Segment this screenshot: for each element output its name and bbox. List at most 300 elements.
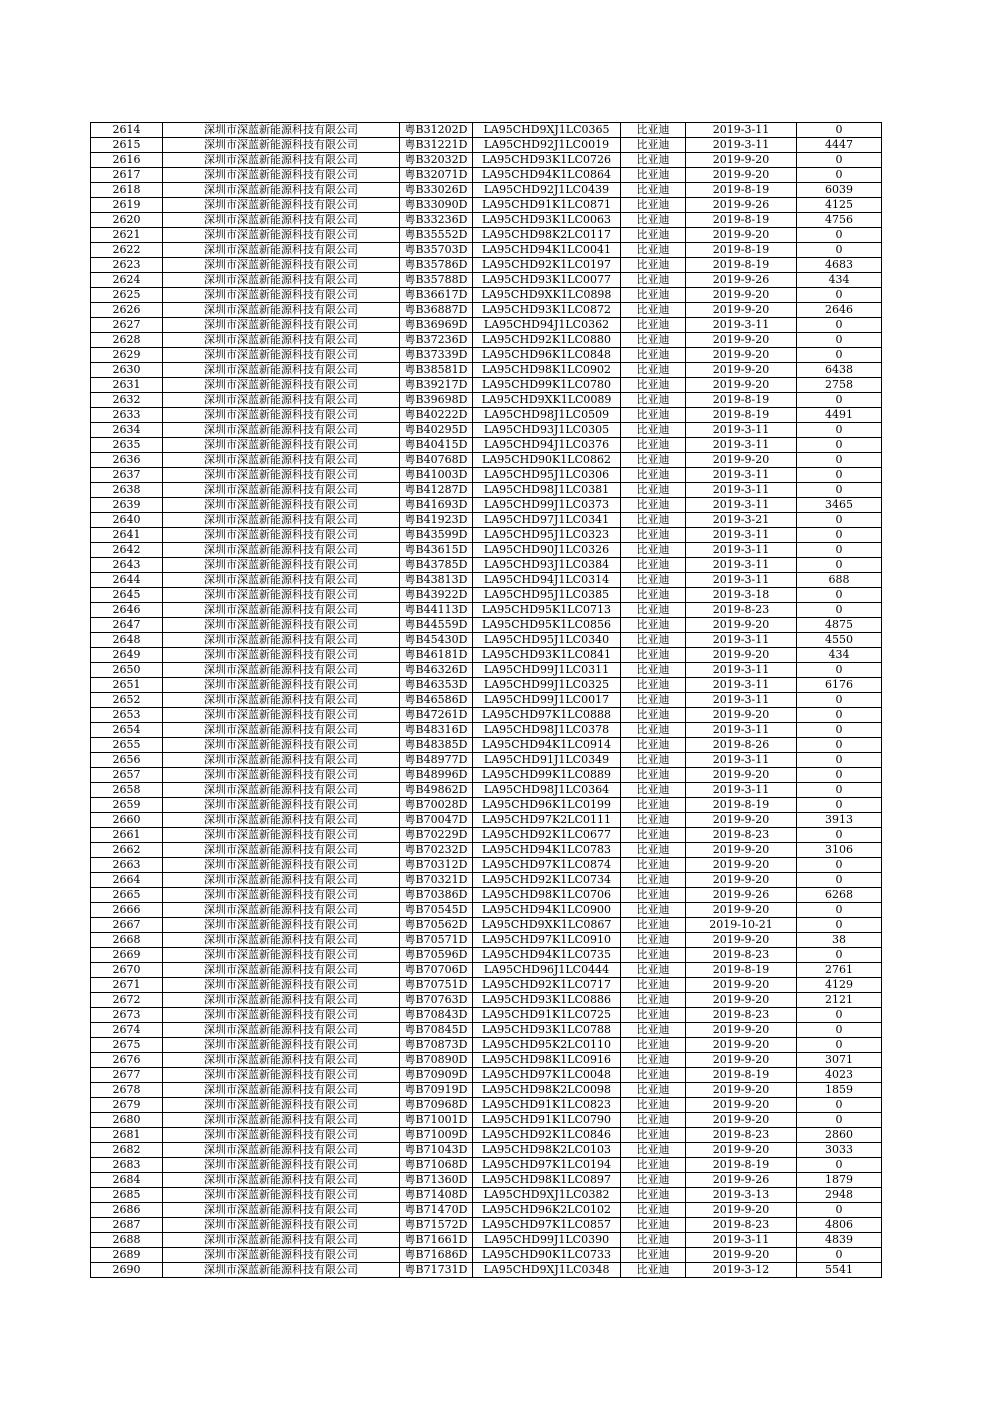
row-index-cell: 2655 bbox=[91, 738, 163, 753]
mileage-cell: 0 bbox=[797, 1203, 882, 1218]
brand-cell: 比亚迪 bbox=[621, 903, 686, 918]
date-cell: 2019-9-20 bbox=[686, 288, 797, 303]
brand-cell: 比亚迪 bbox=[621, 828, 686, 843]
date-cell: 2019-9-20 bbox=[686, 1098, 797, 1113]
brand-cell: 比亚迪 bbox=[621, 528, 686, 543]
table-row bbox=[91, 1053, 882, 1068]
mileage-cell: 6176 bbox=[797, 678, 882, 693]
vin-cell: LA95CHD95J1LC0385 bbox=[473, 588, 621, 603]
mileage-cell: 3033 bbox=[797, 1143, 882, 1158]
plate-cell: 粤B70751D bbox=[400, 978, 473, 993]
row-index-cell: 2631 bbox=[91, 378, 163, 393]
row-index-cell: 2623 bbox=[91, 258, 163, 273]
vin-cell: LA95CHD97K1LC0857 bbox=[473, 1218, 621, 1233]
table-row bbox=[91, 708, 882, 723]
plate-cell: 粤B71043D bbox=[400, 1143, 473, 1158]
mileage-cell: 0 bbox=[797, 1038, 882, 1053]
plate-cell: 粤B71686D bbox=[400, 1248, 473, 1263]
row-index-cell: 2635 bbox=[91, 438, 163, 453]
date-cell: 2019-8-23 bbox=[686, 1218, 797, 1233]
vin-cell: LA95CHD90J1LC0326 bbox=[473, 543, 621, 558]
company-cell: 深圳市深蓝新能源科技有限公司 bbox=[163, 378, 400, 393]
brand-cell: 比亚迪 bbox=[621, 798, 686, 813]
table-row bbox=[91, 378, 882, 393]
date-cell: 2019-3-12 bbox=[686, 1263, 797, 1278]
row-index-cell: 2654 bbox=[91, 723, 163, 738]
table-row bbox=[91, 813, 882, 828]
plate-cell: 粤B70545D bbox=[400, 903, 473, 918]
table-row bbox=[91, 858, 882, 873]
mileage-cell: 0 bbox=[797, 1158, 882, 1173]
brand-cell: 比亚迪 bbox=[621, 1188, 686, 1203]
vin-cell: LA95CHD94K1LC0735 bbox=[473, 948, 621, 963]
brand-cell: 比亚迪 bbox=[621, 978, 686, 993]
row-index-cell: 2639 bbox=[91, 498, 163, 513]
plate-cell: 粤B37236D bbox=[400, 333, 473, 348]
brand-cell: 比亚迪 bbox=[621, 993, 686, 1008]
plate-cell: 粤B39217D bbox=[400, 378, 473, 393]
plate-cell: 粤B31202D bbox=[400, 123, 473, 138]
brand-cell: 比亚迪 bbox=[621, 1218, 686, 1233]
mileage-cell: 0 bbox=[797, 543, 882, 558]
table-row bbox=[91, 273, 882, 288]
date-cell: 2019-9-20 bbox=[686, 858, 797, 873]
date-cell: 2019-8-19 bbox=[686, 798, 797, 813]
table-row bbox=[91, 288, 882, 303]
mileage-cell: 0 bbox=[797, 558, 882, 573]
table-row bbox=[91, 498, 882, 513]
date-cell: 2019-3-11 bbox=[686, 573, 797, 588]
plate-cell: 粤B38581D bbox=[400, 363, 473, 378]
company-cell: 深圳市深蓝新能源科技有限公司 bbox=[163, 558, 400, 573]
date-cell: 2019-3-11 bbox=[686, 483, 797, 498]
vin-cell: LA95CHD90K1LC0862 bbox=[473, 453, 621, 468]
date-cell: 2019-8-19 bbox=[686, 963, 797, 978]
date-cell: 2019-9-20 bbox=[686, 813, 797, 828]
row-index-cell: 2659 bbox=[91, 798, 163, 813]
table-row bbox=[91, 468, 882, 483]
mileage-cell: 434 bbox=[797, 273, 882, 288]
row-index-cell: 2671 bbox=[91, 978, 163, 993]
row-index-cell: 2665 bbox=[91, 888, 163, 903]
date-cell: 2019-3-11 bbox=[686, 693, 797, 708]
plate-cell: 粤B47261D bbox=[400, 708, 473, 723]
date-cell: 2019-3-11 bbox=[686, 138, 797, 153]
brand-cell: 比亚迪 bbox=[621, 273, 686, 288]
mileage-cell: 5541 bbox=[797, 1263, 882, 1278]
company-cell: 深圳市深蓝新能源科技有限公司 bbox=[163, 1083, 400, 1098]
company-cell: 深圳市深蓝新能源科技有限公司 bbox=[163, 1263, 400, 1278]
brand-cell: 比亚迪 bbox=[621, 708, 686, 723]
table-row bbox=[91, 1083, 882, 1098]
date-cell: 2019-9-20 bbox=[686, 1083, 797, 1098]
brand-cell: 比亚迪 bbox=[621, 183, 686, 198]
date-cell: 2019-3-21 bbox=[686, 513, 797, 528]
brand-cell: 比亚迪 bbox=[621, 1113, 686, 1128]
plate-cell: 粤B71001D bbox=[400, 1113, 473, 1128]
mileage-cell: 0 bbox=[797, 753, 882, 768]
vin-cell: LA95CHD99J1LC0017 bbox=[473, 693, 621, 708]
table-row bbox=[91, 1233, 882, 1248]
company-cell: 深圳市深蓝新能源科技有限公司 bbox=[163, 288, 400, 303]
company-cell: 深圳市深蓝新能源科技有限公司 bbox=[163, 1203, 400, 1218]
table-row bbox=[91, 1128, 882, 1143]
plate-cell: 粤B70571D bbox=[400, 933, 473, 948]
row-index-cell: 2664 bbox=[91, 873, 163, 888]
row-index-cell: 2662 bbox=[91, 843, 163, 858]
company-cell: 深圳市深蓝新能源科技有限公司 bbox=[163, 573, 400, 588]
row-index-cell: 2666 bbox=[91, 903, 163, 918]
plate-cell: 粤B70919D bbox=[400, 1083, 473, 1098]
row-index-cell: 2689 bbox=[91, 1248, 163, 1263]
plate-cell: 粤B32071D bbox=[400, 168, 473, 183]
brand-cell: 比亚迪 bbox=[621, 333, 686, 348]
brand-cell: 比亚迪 bbox=[621, 1203, 686, 1218]
plate-cell: 粤B33236D bbox=[400, 213, 473, 228]
table-row bbox=[91, 243, 882, 258]
brand-cell: 比亚迪 bbox=[621, 678, 686, 693]
company-cell: 深圳市深蓝新能源科技有限公司 bbox=[163, 858, 400, 873]
mileage-cell: 4550 bbox=[797, 633, 882, 648]
row-index-cell: 2656 bbox=[91, 753, 163, 768]
table-row bbox=[91, 1218, 882, 1233]
date-cell: 2019-9-26 bbox=[686, 198, 797, 213]
vin-cell: LA95CHD96K1LC0199 bbox=[473, 798, 621, 813]
brand-cell: 比亚迪 bbox=[621, 948, 686, 963]
table-row bbox=[91, 483, 882, 498]
table-body bbox=[91, 123, 882, 1278]
company-cell: 深圳市深蓝新能源科技有限公司 bbox=[163, 738, 400, 753]
row-index-cell: 2669 bbox=[91, 948, 163, 963]
vin-cell: LA95CHD94J1LC0376 bbox=[473, 438, 621, 453]
date-cell: 2019-3-11 bbox=[686, 558, 797, 573]
date-cell: 2019-8-19 bbox=[686, 213, 797, 228]
table-row bbox=[91, 783, 882, 798]
company-cell: 深圳市深蓝新能源科技有限公司 bbox=[163, 918, 400, 933]
mileage-cell: 4806 bbox=[797, 1218, 882, 1233]
mileage-cell: 0 bbox=[797, 858, 882, 873]
mileage-cell: 2646 bbox=[797, 303, 882, 318]
date-cell: 2019-9-20 bbox=[686, 1203, 797, 1218]
company-cell: 深圳市深蓝新能源科技有限公司 bbox=[163, 438, 400, 453]
mileage-cell: 4839 bbox=[797, 1233, 882, 1248]
company-cell: 深圳市深蓝新能源科技有限公司 bbox=[163, 1233, 400, 1248]
table-row bbox=[91, 1188, 882, 1203]
plate-cell: 粤B44113D bbox=[400, 603, 473, 618]
vin-cell: LA95CHD94K1LC0864 bbox=[473, 168, 621, 183]
vin-cell: LA95CHD96K1LC0848 bbox=[473, 348, 621, 363]
mileage-cell: 4447 bbox=[797, 138, 882, 153]
date-cell: 2019-3-11 bbox=[686, 783, 797, 798]
brand-cell: 比亚迪 bbox=[621, 453, 686, 468]
plate-cell: 粤B35552D bbox=[400, 228, 473, 243]
date-cell: 2019-8-23 bbox=[686, 828, 797, 843]
mileage-cell: 0 bbox=[797, 348, 882, 363]
vin-cell: LA95CHD92J1LC0019 bbox=[473, 138, 621, 153]
brand-cell: 比亚迪 bbox=[621, 1053, 686, 1068]
vehicle-records-table bbox=[90, 122, 882, 1278]
vin-cell: LA95CHD92J1LC0439 bbox=[473, 183, 621, 198]
vin-cell: LA95CHD97J1LC0341 bbox=[473, 513, 621, 528]
plate-cell: 粤B31221D bbox=[400, 138, 473, 153]
vin-cell: LA95CHD99K1LC0780 bbox=[473, 378, 621, 393]
plate-cell: 粤B32032D bbox=[400, 153, 473, 168]
row-index-cell: 2644 bbox=[91, 573, 163, 588]
brand-cell: 比亚迪 bbox=[621, 303, 686, 318]
table-row bbox=[91, 798, 882, 813]
company-cell: 深圳市深蓝新能源科技有限公司 bbox=[163, 1248, 400, 1263]
mileage-cell: 3913 bbox=[797, 813, 882, 828]
brand-cell: 比亚迪 bbox=[621, 348, 686, 363]
table-row bbox=[91, 738, 882, 753]
company-cell: 深圳市深蓝新能源科技有限公司 bbox=[163, 693, 400, 708]
brand-cell: 比亚迪 bbox=[621, 753, 686, 768]
plate-cell: 粤B71572D bbox=[400, 1218, 473, 1233]
brand-cell: 比亚迪 bbox=[621, 318, 686, 333]
plate-cell: 粤B46586D bbox=[400, 693, 473, 708]
plate-cell: 粤B70763D bbox=[400, 993, 473, 1008]
brand-cell: 比亚迪 bbox=[621, 633, 686, 648]
brand-cell: 比亚迪 bbox=[621, 1023, 686, 1038]
date-cell: 2019-8-19 bbox=[686, 1158, 797, 1173]
table-row bbox=[91, 1203, 882, 1218]
row-index-cell: 2621 bbox=[91, 228, 163, 243]
mileage-cell: 4023 bbox=[797, 1068, 882, 1083]
row-index-cell: 2641 bbox=[91, 528, 163, 543]
row-index-cell: 2618 bbox=[91, 183, 163, 198]
mileage-cell: 6039 bbox=[797, 183, 882, 198]
plate-cell: 粤B70890D bbox=[400, 1053, 473, 1068]
date-cell: 2019-3-11 bbox=[686, 543, 797, 558]
plate-cell: 粤B49862D bbox=[400, 783, 473, 798]
row-index-cell: 2652 bbox=[91, 693, 163, 708]
date-cell: 2019-8-26 bbox=[686, 738, 797, 753]
date-cell: 2019-9-20 bbox=[686, 168, 797, 183]
company-cell: 深圳市深蓝新能源科技有限公司 bbox=[163, 153, 400, 168]
table-row bbox=[91, 618, 882, 633]
row-index-cell: 2649 bbox=[91, 648, 163, 663]
company-cell: 深圳市深蓝新能源科技有限公司 bbox=[163, 498, 400, 513]
plate-cell: 粤B71731D bbox=[400, 1263, 473, 1278]
plate-cell: 粤B43813D bbox=[400, 573, 473, 588]
company-cell: 深圳市深蓝新能源科技有限公司 bbox=[163, 198, 400, 213]
row-index-cell: 2614 bbox=[91, 123, 163, 138]
date-cell: 2019-9-20 bbox=[686, 768, 797, 783]
vin-cell: LA95CHD98J1LC0509 bbox=[473, 408, 621, 423]
brand-cell: 比亚迪 bbox=[621, 543, 686, 558]
row-index-cell: 2651 bbox=[91, 678, 163, 693]
plate-cell: 粤B44559D bbox=[400, 618, 473, 633]
brand-cell: 比亚迪 bbox=[621, 1128, 686, 1143]
vin-cell: LA95CHD98K2LC0103 bbox=[473, 1143, 621, 1158]
vin-cell: LA95CHD99J1LC0373 bbox=[473, 498, 621, 513]
row-index-cell: 2685 bbox=[91, 1188, 163, 1203]
row-index-cell: 2675 bbox=[91, 1038, 163, 1053]
brand-cell: 比亚迪 bbox=[621, 603, 686, 618]
mileage-cell: 0 bbox=[797, 783, 882, 798]
date-cell: 2019-8-19 bbox=[686, 183, 797, 198]
row-index-cell: 2668 bbox=[91, 933, 163, 948]
date-cell: 2019-3-11 bbox=[686, 438, 797, 453]
plate-cell: 粤B48316D bbox=[400, 723, 473, 738]
vin-cell: LA95CHD91K1LC0725 bbox=[473, 1008, 621, 1023]
company-cell: 深圳市深蓝新能源科技有限公司 bbox=[163, 123, 400, 138]
brand-cell: 比亚迪 bbox=[621, 498, 686, 513]
company-cell: 深圳市深蓝新能源科技有限公司 bbox=[163, 618, 400, 633]
brand-cell: 比亚迪 bbox=[621, 1068, 686, 1083]
date-cell: 2019-8-19 bbox=[686, 258, 797, 273]
row-index-cell: 2624 bbox=[91, 273, 163, 288]
brand-cell: 比亚迪 bbox=[621, 378, 686, 393]
vin-cell: LA95CHD99J1LC0325 bbox=[473, 678, 621, 693]
date-cell: 2019-9-20 bbox=[686, 843, 797, 858]
company-cell: 深圳市深蓝新能源科技有限公司 bbox=[163, 243, 400, 258]
date-cell: 2019-9-20 bbox=[686, 708, 797, 723]
plate-cell: 粤B43922D bbox=[400, 588, 473, 603]
mileage-cell: 2860 bbox=[797, 1128, 882, 1143]
row-index-cell: 2682 bbox=[91, 1143, 163, 1158]
row-index-cell: 2642 bbox=[91, 543, 163, 558]
vin-cell: LA95CHD91K1LC0823 bbox=[473, 1098, 621, 1113]
mileage-cell: 2948 bbox=[797, 1188, 882, 1203]
mileage-cell: 0 bbox=[797, 483, 882, 498]
vin-cell: LA95CHD94K1LC0783 bbox=[473, 843, 621, 858]
table-row bbox=[91, 168, 882, 183]
company-cell: 深圳市深蓝新能源科技有限公司 bbox=[163, 1218, 400, 1233]
vin-cell: LA95CHD99K1LC0889 bbox=[473, 768, 621, 783]
company-cell: 深圳市深蓝新能源科技有限公司 bbox=[163, 1098, 400, 1113]
date-cell: 2019-9-20 bbox=[686, 1053, 797, 1068]
row-index-cell: 2688 bbox=[91, 1233, 163, 1248]
plate-cell: 粤B71661D bbox=[400, 1233, 473, 1248]
mileage-cell: 0 bbox=[797, 228, 882, 243]
table-row bbox=[91, 408, 882, 423]
table-row bbox=[91, 663, 882, 678]
brand-cell: 比亚迪 bbox=[621, 513, 686, 528]
company-cell: 深圳市深蓝新能源科技有限公司 bbox=[163, 393, 400, 408]
brand-cell: 比亚迪 bbox=[621, 258, 686, 273]
vin-cell: LA95CHD92K1LC0734 bbox=[473, 873, 621, 888]
mileage-cell: 0 bbox=[797, 1248, 882, 1263]
date-cell: 2019-8-19 bbox=[686, 243, 797, 258]
vin-cell: LA95CHD95K1LC0713 bbox=[473, 603, 621, 618]
vin-cell: LA95CHD93K1LC0063 bbox=[473, 213, 621, 228]
vin-cell: LA95CHD98K2LC0098 bbox=[473, 1083, 621, 1098]
plate-cell: 粤B70596D bbox=[400, 948, 473, 963]
table-row bbox=[91, 1143, 882, 1158]
mileage-cell: 3106 bbox=[797, 843, 882, 858]
mileage-cell: 0 bbox=[797, 708, 882, 723]
row-index-cell: 2678 bbox=[91, 1083, 163, 1098]
date-cell: 2019-8-19 bbox=[686, 1068, 797, 1083]
date-cell: 2019-3-11 bbox=[686, 1233, 797, 1248]
date-cell: 2019-3-11 bbox=[686, 723, 797, 738]
vin-cell: LA95CHD98K1LC0916 bbox=[473, 1053, 621, 1068]
mileage-cell: 0 bbox=[797, 768, 882, 783]
plate-cell: 粤B40222D bbox=[400, 408, 473, 423]
plate-cell: 粤B48996D bbox=[400, 768, 473, 783]
table-row bbox=[91, 528, 882, 543]
brand-cell: 比亚迪 bbox=[621, 1083, 686, 1098]
row-index-cell: 2633 bbox=[91, 408, 163, 423]
table-row bbox=[91, 543, 882, 558]
vin-cell: LA95CHD9XJ1LC0382 bbox=[473, 1188, 621, 1203]
plate-cell: 粤B36887D bbox=[400, 303, 473, 318]
table-row bbox=[91, 1098, 882, 1113]
date-cell: 2019-9-20 bbox=[686, 228, 797, 243]
brand-cell: 比亚迪 bbox=[621, 783, 686, 798]
mileage-cell: 0 bbox=[797, 468, 882, 483]
brand-cell: 比亚迪 bbox=[621, 363, 686, 378]
mileage-cell: 4875 bbox=[797, 618, 882, 633]
date-cell: 2019-9-20 bbox=[686, 363, 797, 378]
date-cell: 2019-9-20 bbox=[686, 1113, 797, 1128]
company-cell: 深圳市深蓝新能源科技有限公司 bbox=[163, 633, 400, 648]
company-cell: 深圳市深蓝新能源科技有限公司 bbox=[163, 813, 400, 828]
date-cell: 2019-9-20 bbox=[686, 978, 797, 993]
vin-cell: LA95CHD90K1LC0733 bbox=[473, 1248, 621, 1263]
company-cell: 深圳市深蓝新能源科技有限公司 bbox=[163, 1008, 400, 1023]
vin-cell: LA95CHD98K1LC0902 bbox=[473, 363, 621, 378]
mileage-cell: 0 bbox=[797, 1023, 882, 1038]
date-cell: 2019-9-20 bbox=[686, 1248, 797, 1263]
vin-cell: LA95CHD91K1LC0790 bbox=[473, 1113, 621, 1128]
plate-cell: 粤B45430D bbox=[400, 633, 473, 648]
vin-cell: LA95CHD98J1LC0364 bbox=[473, 783, 621, 798]
brand-cell: 比亚迪 bbox=[621, 153, 686, 168]
plate-cell: 粤B37339D bbox=[400, 348, 473, 363]
date-cell: 2019-3-11 bbox=[686, 633, 797, 648]
company-cell: 深圳市深蓝新能源科技有限公司 bbox=[163, 1143, 400, 1158]
date-cell: 2019-9-20 bbox=[686, 618, 797, 633]
vin-cell: LA95CHD93K1LC0841 bbox=[473, 648, 621, 663]
plate-cell: 粤B70562D bbox=[400, 918, 473, 933]
vin-cell: LA95CHD98J1LC0378 bbox=[473, 723, 621, 738]
plate-cell: 粤B70845D bbox=[400, 1023, 473, 1038]
vin-cell: LA95CHD99J1LC0390 bbox=[473, 1233, 621, 1248]
row-index-cell: 2636 bbox=[91, 453, 163, 468]
mileage-cell: 0 bbox=[797, 723, 882, 738]
brand-cell: 比亚迪 bbox=[621, 618, 686, 633]
mileage-cell: 6268 bbox=[797, 888, 882, 903]
date-cell: 2019-3-11 bbox=[686, 678, 797, 693]
row-index-cell: 2620 bbox=[91, 213, 163, 228]
plate-cell: 粤B70229D bbox=[400, 828, 473, 843]
company-cell: 深圳市深蓝新能源科技有限公司 bbox=[163, 1023, 400, 1038]
brand-cell: 比亚迪 bbox=[621, 168, 686, 183]
mileage-cell: 0 bbox=[797, 903, 882, 918]
brand-cell: 比亚迪 bbox=[621, 918, 686, 933]
mileage-cell: 0 bbox=[797, 948, 882, 963]
brand-cell: 比亚迪 bbox=[621, 423, 686, 438]
company-cell: 深圳市深蓝新能源科技有限公司 bbox=[163, 183, 400, 198]
row-index-cell: 2629 bbox=[91, 348, 163, 363]
date-cell: 2019-3-11 bbox=[686, 123, 797, 138]
row-index-cell: 2661 bbox=[91, 828, 163, 843]
company-cell: 深圳市深蓝新能源科技有限公司 bbox=[163, 903, 400, 918]
vin-cell: LA95CHD98K1LC0706 bbox=[473, 888, 621, 903]
brand-cell: 比亚迪 bbox=[621, 888, 686, 903]
date-cell: 2019-3-11 bbox=[686, 318, 797, 333]
date-cell: 2019-9-20 bbox=[686, 303, 797, 318]
company-cell: 深圳市深蓝新能源科技有限公司 bbox=[163, 828, 400, 843]
plate-cell: 粤B71408D bbox=[400, 1188, 473, 1203]
company-cell: 深圳市深蓝新能源科技有限公司 bbox=[163, 138, 400, 153]
table-row bbox=[91, 333, 882, 348]
table-row bbox=[91, 1113, 882, 1128]
row-index-cell: 2643 bbox=[91, 558, 163, 573]
brand-cell: 比亚迪 bbox=[621, 213, 686, 228]
